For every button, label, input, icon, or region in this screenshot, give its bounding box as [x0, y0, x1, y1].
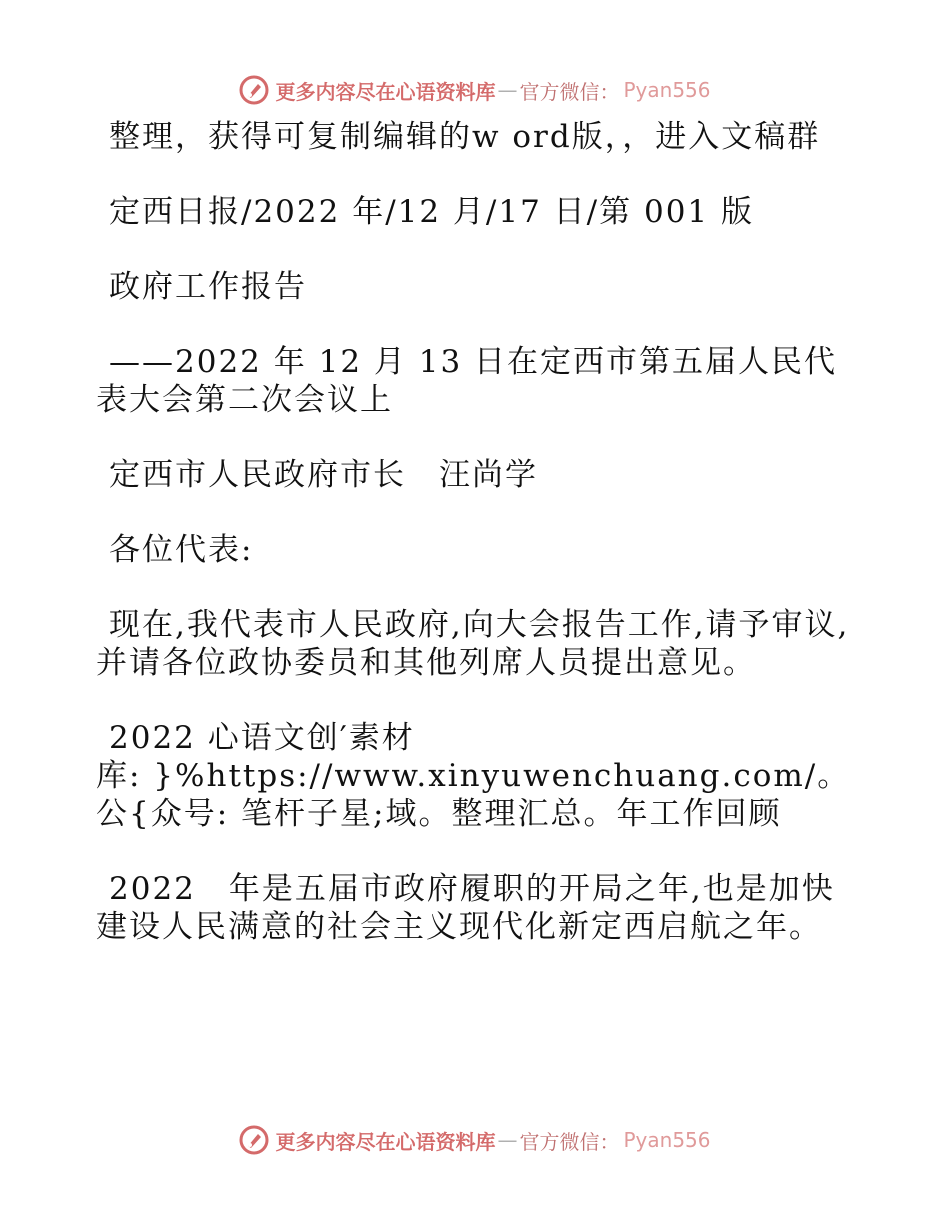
watermark-separator: — [497, 78, 518, 102]
paragraph-source: 定西日报/2022 年/12 月/17 日/第 001 版 [109, 194, 755, 230]
paragraph-review: 2022 年是五届市政府履职的开局之年,也是加快建设人民满意的社会主义现代化新定西启航之年。 [96, 871, 835, 945]
watermark-wechat-label: 官方微信： [519, 79, 620, 104]
document-body [96, 118, 856, 983]
watermark-main-text: 更多内容尽在心语资料库 [275, 1129, 496, 1154]
paragraph-ad-line-1: 2022 心语文创′素材 [109, 720, 415, 756]
pen-nib-icon [239, 1125, 269, 1155]
watermark-wechat-id: Pyan556 [623, 1128, 711, 1152]
footer-watermark [0, 1120, 950, 1160]
watermark-main-text: 更多内容尽在心语资料库 [275, 79, 496, 104]
paragraph-author: 定西市人民政府市长 汪尚学 [109, 457, 538, 493]
paragraph-subtitle: ——2022 年 12 月 13 日在定西市第五届人民代表大会第二次会议上 [96, 344, 838, 418]
paragraph-salutation: 各位代表: [109, 532, 254, 568]
watermark-separator: — [497, 1128, 518, 1152]
pen-nib-icon [239, 75, 269, 105]
watermark-wechat-label: 官方微信： [519, 1129, 620, 1154]
paragraph-opening: 现在,我代表市人民政府,向大会报告工作,请予审议,并请各位政协委员和其他列席人员提出意见。 [96, 607, 850, 681]
paragraph-title: 政府工作报告 [109, 269, 307, 305]
header-watermark [0, 70, 950, 110]
paragraph-intro: 整理，获得可复制编辑的w ord版，，进入文稿群 [109, 119, 821, 155]
paragraph-ad-line-2: 库: }%https://www.xinyuwenchuang.com/。公{众号: 笔杆子星;域。整理汇总。年工作回顾 [96, 758, 851, 832]
watermark-wechat-id: Pyan556 [623, 78, 711, 102]
